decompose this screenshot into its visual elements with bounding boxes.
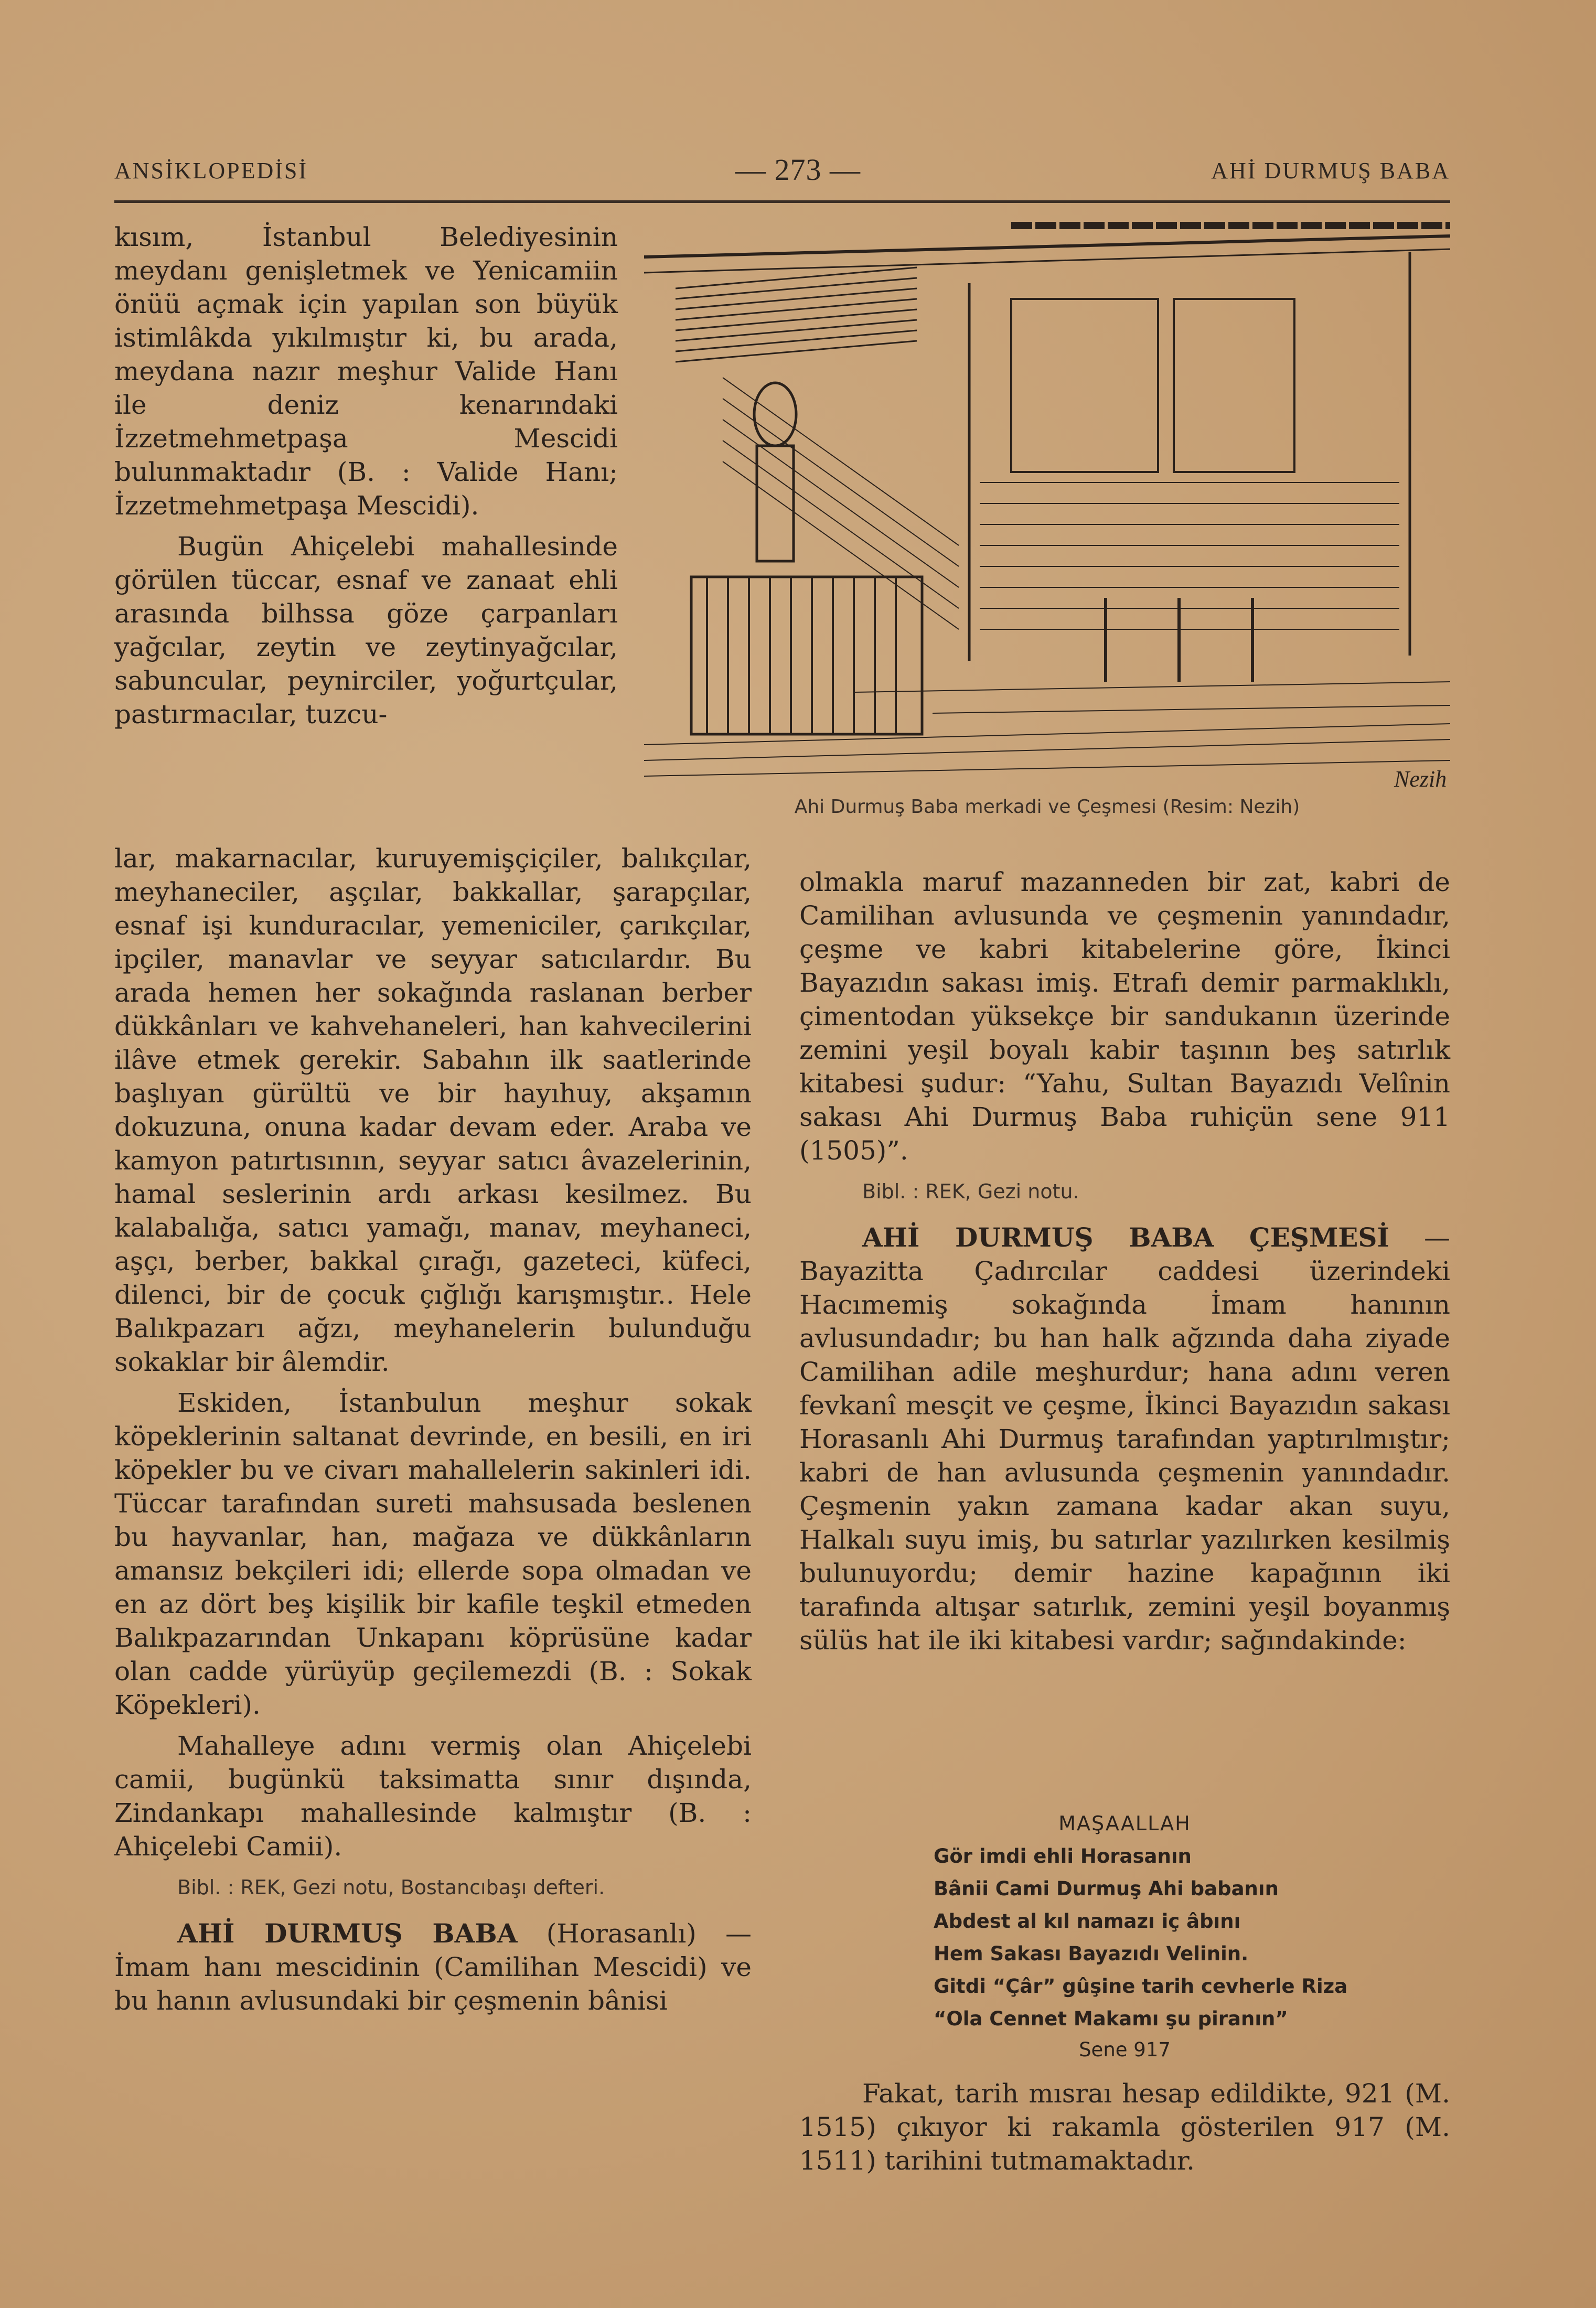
poem-date: Sene 917 <box>1079 2038 1171 2061</box>
illustration-tomb-fountain <box>644 220 1450 795</box>
bibliography: Bibl. : REK, Gezi notu. <box>862 1180 1079 1203</box>
poem-line: Hem Sakası Bayazıdı Velinin. <box>934 1942 1249 1965</box>
entry-paragraph <box>114 1917 752 2017</box>
header-rule <box>114 200 1450 203</box>
paragraph: Eskiden, İstanbulun meşhur sokak köpeklerinin saltanat devrinde, en besili, en iri köpekler bu ve civarı mahallelerin sakinleri idi. Tüccar tarafından sureti mahsusada beslenen bu hayvanlar, han, mağaza ve dükkânların amansız bekçileri idi; ellerde sopa olmadan ve en az dört beş kişilik bir kafile teşkil etmeden Balıkpazarından Unkapanı köprüsüne kadar olan cadde yürüyüp geçilemezdi (B. : Sokak Köpekleri). <box>114 1388 752 1720</box>
entry-paragraph <box>799 1221 1450 1657</box>
running-header-left: ANSİKLOPEDİSİ <box>114 158 308 184</box>
paragraph: kısım, İstanbul Belediyesinin meydanı genişletmek ve Yenicamiin önüü açmak için yapılan son büyük istimlâkda yıkılmıştır ki, bu arada, meydana nazır meşhur Valide Hanı ile deniz kenarındaki İzzetmehmetpaşa Mescidi bulunmaktadır (B. : Valide Hanı; İzzetmehmetpaşa Mescidi). <box>114 222 618 521</box>
entry-text: — Bayazitta Çadırcılar caddesi üzerindeki Hacımemiş sokağında İmam hanının avlusundadır; bu han halk ağzında daha ziyade Camilihan adile meşhurdur; hana adını veren fevkanî mesçit ve çeşme, İkinci Bayazıdın sakası Horasanlı Ahi Durmuş tarafından yaptırılmıştır; kabri de han avlusunda çeşmenin yanındadır. Çeşmenin yakın zamana kadar akan suyu, Halkalı suyu imiş, bu satırlar yazılırken kesilmiş bulunuyordu; demir hazine kapağının iki tarafında altışar satırlık, zemini yeşil boyanmış sülüs hat ile iki kitabesi vardır; sağındakinde: <box>799 1222 1450 1656</box>
bibliography: Bibl. : REK, Gezi notu, Bostancıbaşı defteri. <box>177 1876 605 1899</box>
poem-line: Gör imdi ehli Horasanın <box>934 1845 1192 1867</box>
poem-line: Gitdi “Çâr” gûşine tarih cevherle Riza <box>934 1975 1348 1998</box>
running-header-right: AHİ DURMUŞ BABA <box>1211 158 1450 184</box>
poem-line: “Ola Cennet Makamı şu piranın” <box>934 2008 1288 2030</box>
inscription-poem <box>799 1812 1450 2061</box>
page-number: — 273 — <box>735 153 861 187</box>
poem-title: MAŞAALLAH <box>1058 1812 1191 1835</box>
left-column-bottom <box>114 842 752 2025</box>
paragraph: Bugün Ahiçelebi mahallesinde görülen tüccar, esnaf ve zanaat ehli arasında bilhssa göze çarpanları yağcılar, zeytin ve zeytinyağcılar, sabuncular, peynirciler, yoğurtçular, pastırmacılar, tuzcu- <box>114 531 618 729</box>
entry-title: AHİ DURMUŞ BABA <box>177 1918 518 1949</box>
artist-signature: Nezih <box>1394 766 1447 792</box>
paragraph: lar, makarnacılar, kuruyemişçiçiler, balıkçılar, meyhaneciler, aşçılar, bakkallar, şarapçılar, esnaf işi kunduracılar, yemeniciler, çarıkçılar, ipçiler, manavlar ve seyyar satıcılardır. Bu arada hemen her sokağında raslanan berber dükkânları ve kahvehaneleri, han kahvecilerini ilâve etmek gerekir. Sabahın ilk saatlerinde başlıyan gürültü ve bir hayıhuy, akşamın dokuzuna, onuna kadar devam eder. Araba ve kamyon patırtısının, seyyar satıcı âvazelerinin, hamal seslerinin ardı arkası kesilmez. Bu kalabalığa, satıcı yamağı, manav, meyhaneci, aşçı, berber, bakkal çırağı, gazeteci, küfeci, dilenci, bir de çocuk çığlığı karışmıştır.. Hele Balıkpazarı ağzı, meyhanelerin bulunduğu sokaklar bir âlemdir. <box>114 843 752 1377</box>
right-column <box>799 865 1450 1665</box>
poem-line: Abdest al kıl namazı iç âbını <box>934 1910 1241 1933</box>
paragraph: olmakla maruf mazanneden bir zat, kabri de Camilihan avlusunda ve çeşmenin yanındadır, çeşme ve kabri kitabelerine göre, İkinci Bayazıdın sakası imiş. Etrafı demir parmaklıklı, çimentodan yüksekçe bir sandukanın üzerinde zemini yeşil boyalı kabir taşının beş satırlık kitabesi şudur: “Yahu, Sultan Bayazıdı Velînin sakası Ahi Durmuş Baba ruhiçün sene 911 (1505)”. <box>799 867 1450 1166</box>
entry-text: (Horasanlı) — İmam hanı mescidinin (Camilihan Mescidi) ve bu hanın avlusundaki bir çeşmenin bânisi <box>114 1918 752 2016</box>
poem-line: Bânii Cami Durmuş Ahi babanın <box>934 1877 1279 1900</box>
figure-caption: Ahi Durmuş Baba merkadi ve Çeşmesi (Resim: Nezih) <box>794 796 1300 818</box>
paragraph: Mahalleye adını vermiş olan Ahiçelebi camii, bugünkü taksimatta sınır dışında, Zindankapı mahallesinde kalmıştır (B. : Ahiçelebi Camii). <box>114 1731 752 1862</box>
closing-paragraph: Fakat, tarih mısraı hesap edildikte, 921 (M. 1515) çıkıyor ki rakamla gösterilen 917 (M. 1511) tarihini tutmamaktadır. <box>799 2078 1450 2176</box>
entry-title: AHİ DURMUŞ BABA ÇEŞMESİ <box>862 1222 1389 1253</box>
